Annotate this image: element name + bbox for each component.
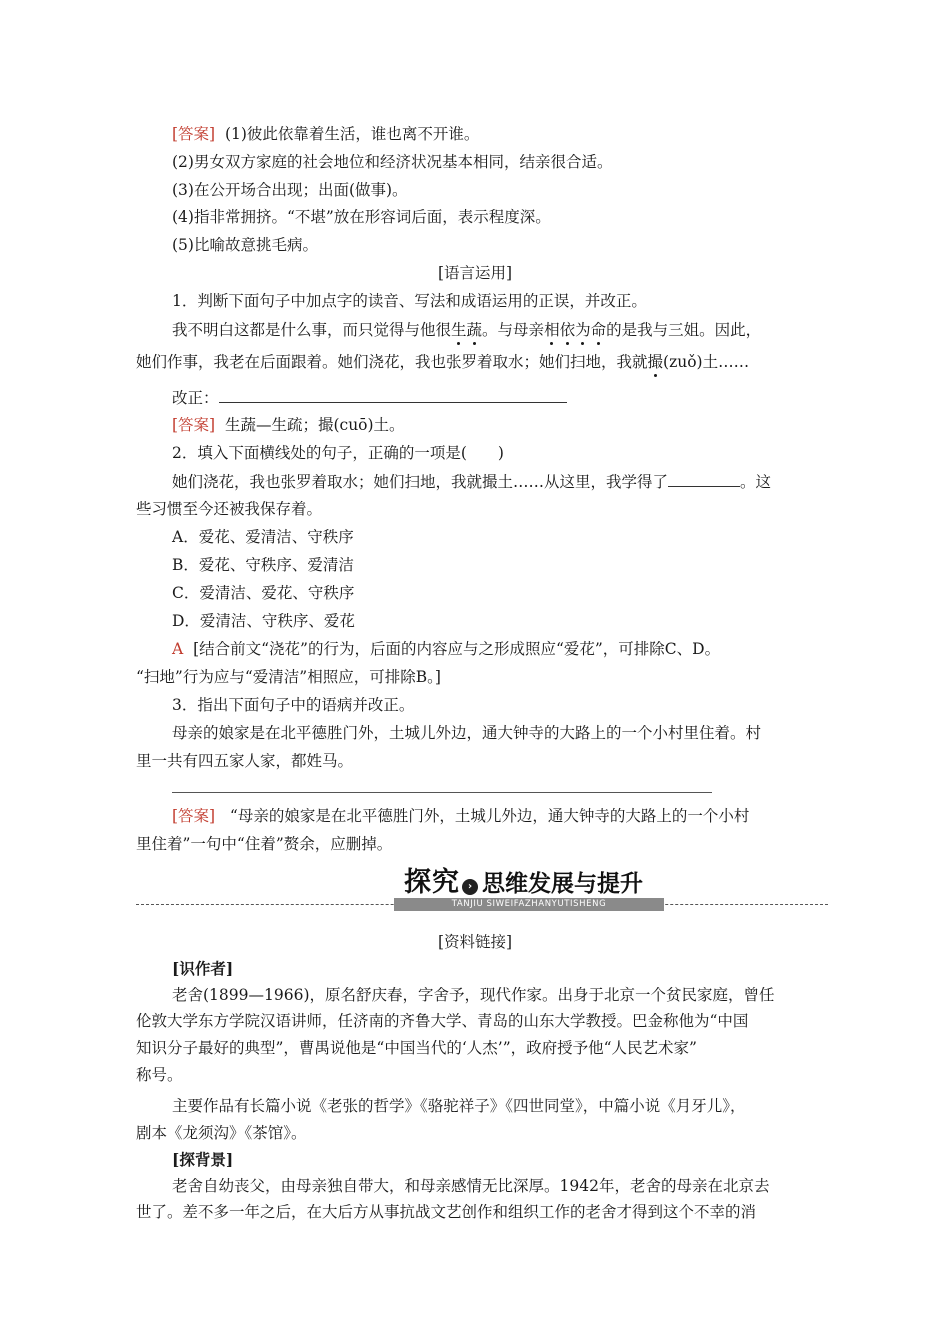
correction-label: 改正： — [172, 389, 219, 407]
answer-letter: A — [172, 640, 184, 658]
chevron-right-icon: › — [462, 879, 478, 895]
question-2-answer-line-2: “扫地”行为应与“爱清洁”相照应，可排除B。] — [136, 668, 441, 686]
passage-text: 她们浇花，我也张罗着取水；她们扫地，我就撮土……从这里，我学得了 — [172, 473, 669, 491]
answer-line-2: (2)男女双方家庭的社会地位和经济状况基本相同，结亲很合适。 — [172, 153, 613, 171]
section-heading-language: [语言运用] — [437, 264, 513, 282]
answer-line-5: (5)比喻故意挑毛病。 — [172, 236, 318, 254]
answer-text: “母亲的娘家是在北平德胜门外，土城儿外边，通大钟寺的大路上的一个小村 — [229, 807, 750, 825]
dotted-char: 生 — [451, 321, 467, 339]
author-heading: [识作者] — [172, 959, 234, 978]
question-3-stem: 3．指出下面句子中的语病并改正。 — [172, 696, 415, 714]
answer-tag: [答案] — [172, 125, 216, 143]
question-3-passage-line-2: 里一共有四五家人家，都姓马。 — [136, 752, 354, 770]
answer-tag: [答案] — [172, 416, 216, 434]
dotted-char: 相 — [544, 321, 560, 339]
option-a: A．爱花、爱清洁、守秩序 — [172, 528, 354, 546]
background-line-2: 世了。差不多一年之后，在大后方从事抗战文艺创作和组织工作的老舍才得到这个不幸的消 — [136, 1203, 757, 1221]
answer-line-4: (4)指非常拥挤。“不堪”放在形容词后面，表示程度深。 — [172, 208, 551, 226]
correction-blank — [219, 387, 567, 403]
answer-text: [结合前文“浇花”的行为，后面的内容应与之形成照应“爱花”，可排除C、D。 — [193, 640, 721, 658]
dotted-char: 为 — [575, 321, 591, 339]
author-line-3: 知识分子最好的典型”，曹禺说他是“中国当代的‘人杰’”，政府授予他“人民艺术家” — [136, 1039, 697, 1057]
question-3-answer-line-2: 里住着”一句中“住着”赘余，应删掉。 — [136, 835, 393, 853]
background-line-1: 老舍自幼丧父，由母亲独自带大，和母亲感情无比深厚。1942年，老舍的母亲在北京去 — [172, 1177, 770, 1195]
answer-line-1 — [172, 124, 479, 144]
answer-text: 生蔬—生疏；撮(cuō)土。 — [224, 416, 405, 434]
option-c: C．爱清洁、爱花、守秩序 — [172, 584, 355, 602]
passage-text: 她们作事，我老在后面跟着。她们浇花，我也张罗着取水；她们扫地，我就 — [136, 353, 648, 371]
banner-title — [404, 868, 643, 898]
author-line-2: 伦敦大学东方学院汉语讲师，任济南的齐鲁大学、青岛的山东大学教授。巴金称他为“中国 — [136, 1012, 749, 1030]
question-2-answer-line-1 — [172, 639, 720, 659]
passage-text: (zuǒ)土…… — [663, 353, 750, 371]
author-line-4: 称号。 — [136, 1066, 183, 1084]
question-3-passage-line-1: 母亲的娘家是在北平德胜门外，土城儿外边，通大钟寺的大路上的一个小村里住着。村 — [172, 724, 762, 742]
question-1-answer — [172, 415, 405, 435]
option-d: D．爱清洁、守秩序、爱花 — [172, 612, 355, 630]
section-banner — [136, 868, 828, 916]
question-1-passage-line-1 — [172, 320, 761, 340]
passage-text: 。这 — [740, 473, 772, 491]
dotted-char: 撮 — [647, 353, 664, 371]
fill-blank — [668, 471, 740, 487]
dotted-char: 依 — [559, 321, 576, 339]
answer-tag: [答案] — [172, 807, 216, 825]
correction-line — [172, 387, 567, 408]
option-b: B．爱花、守秩序、爱清洁 — [172, 556, 354, 574]
works-line-1: 主要作品有长篇小说《老张的哲学》《骆驼祥子》《四世同堂》，中篇小说《月牙儿》， — [172, 1097, 746, 1115]
question-2-passage-line-2: 些习惯至今还被我保存着。 — [136, 500, 323, 518]
answer-rule — [172, 792, 712, 793]
question-2-stem: 2．填入下面横线处的句子，正确的一项是( ) — [172, 444, 504, 462]
banner-title-main: 探究 — [404, 867, 460, 898]
background-heading: [探背景] — [172, 1150, 234, 1169]
banner-pinyin: TANJIU SIWEIFAZHANYUTISHENG — [394, 898, 664, 911]
passage-text: 。与母亲 — [482, 321, 545, 339]
answer-text: (1)彼此依靠着生活，谁也离不开谁。 — [224, 125, 480, 143]
question-3-answer-line-1 — [172, 806, 749, 826]
answer-line-3: (3)在公开场合出现；出面(做事)。 — [172, 181, 408, 199]
author-line-1: 老舍(1899—1966)，原名舒庆春，字舍予，现代作家。出身于北京一个贫民家庭，曾任 — [172, 986, 775, 1004]
dotted-char: 命 — [590, 321, 607, 339]
works-line-2: 剧本《龙须沟》《茶馆》。 — [136, 1124, 307, 1142]
passage-text: 的是我与三姐。因此， — [606, 321, 762, 339]
banner-title-sub: 思维发展与提升 — [482, 871, 643, 897]
passage-text: 我不明白这都是什么事，而只觉得与他很 — [172, 321, 452, 339]
question-1-passage-line-2 — [136, 352, 749, 372]
question-2-passage-line-1 — [172, 471, 771, 492]
section-heading-material: [资料链接] — [437, 933, 513, 951]
question-1-stem: 1．判断下面句子中加点字的读音、写法和成语运用的正误，并改正。 — [172, 292, 647, 310]
dotted-char: 蔬 — [466, 321, 483, 339]
